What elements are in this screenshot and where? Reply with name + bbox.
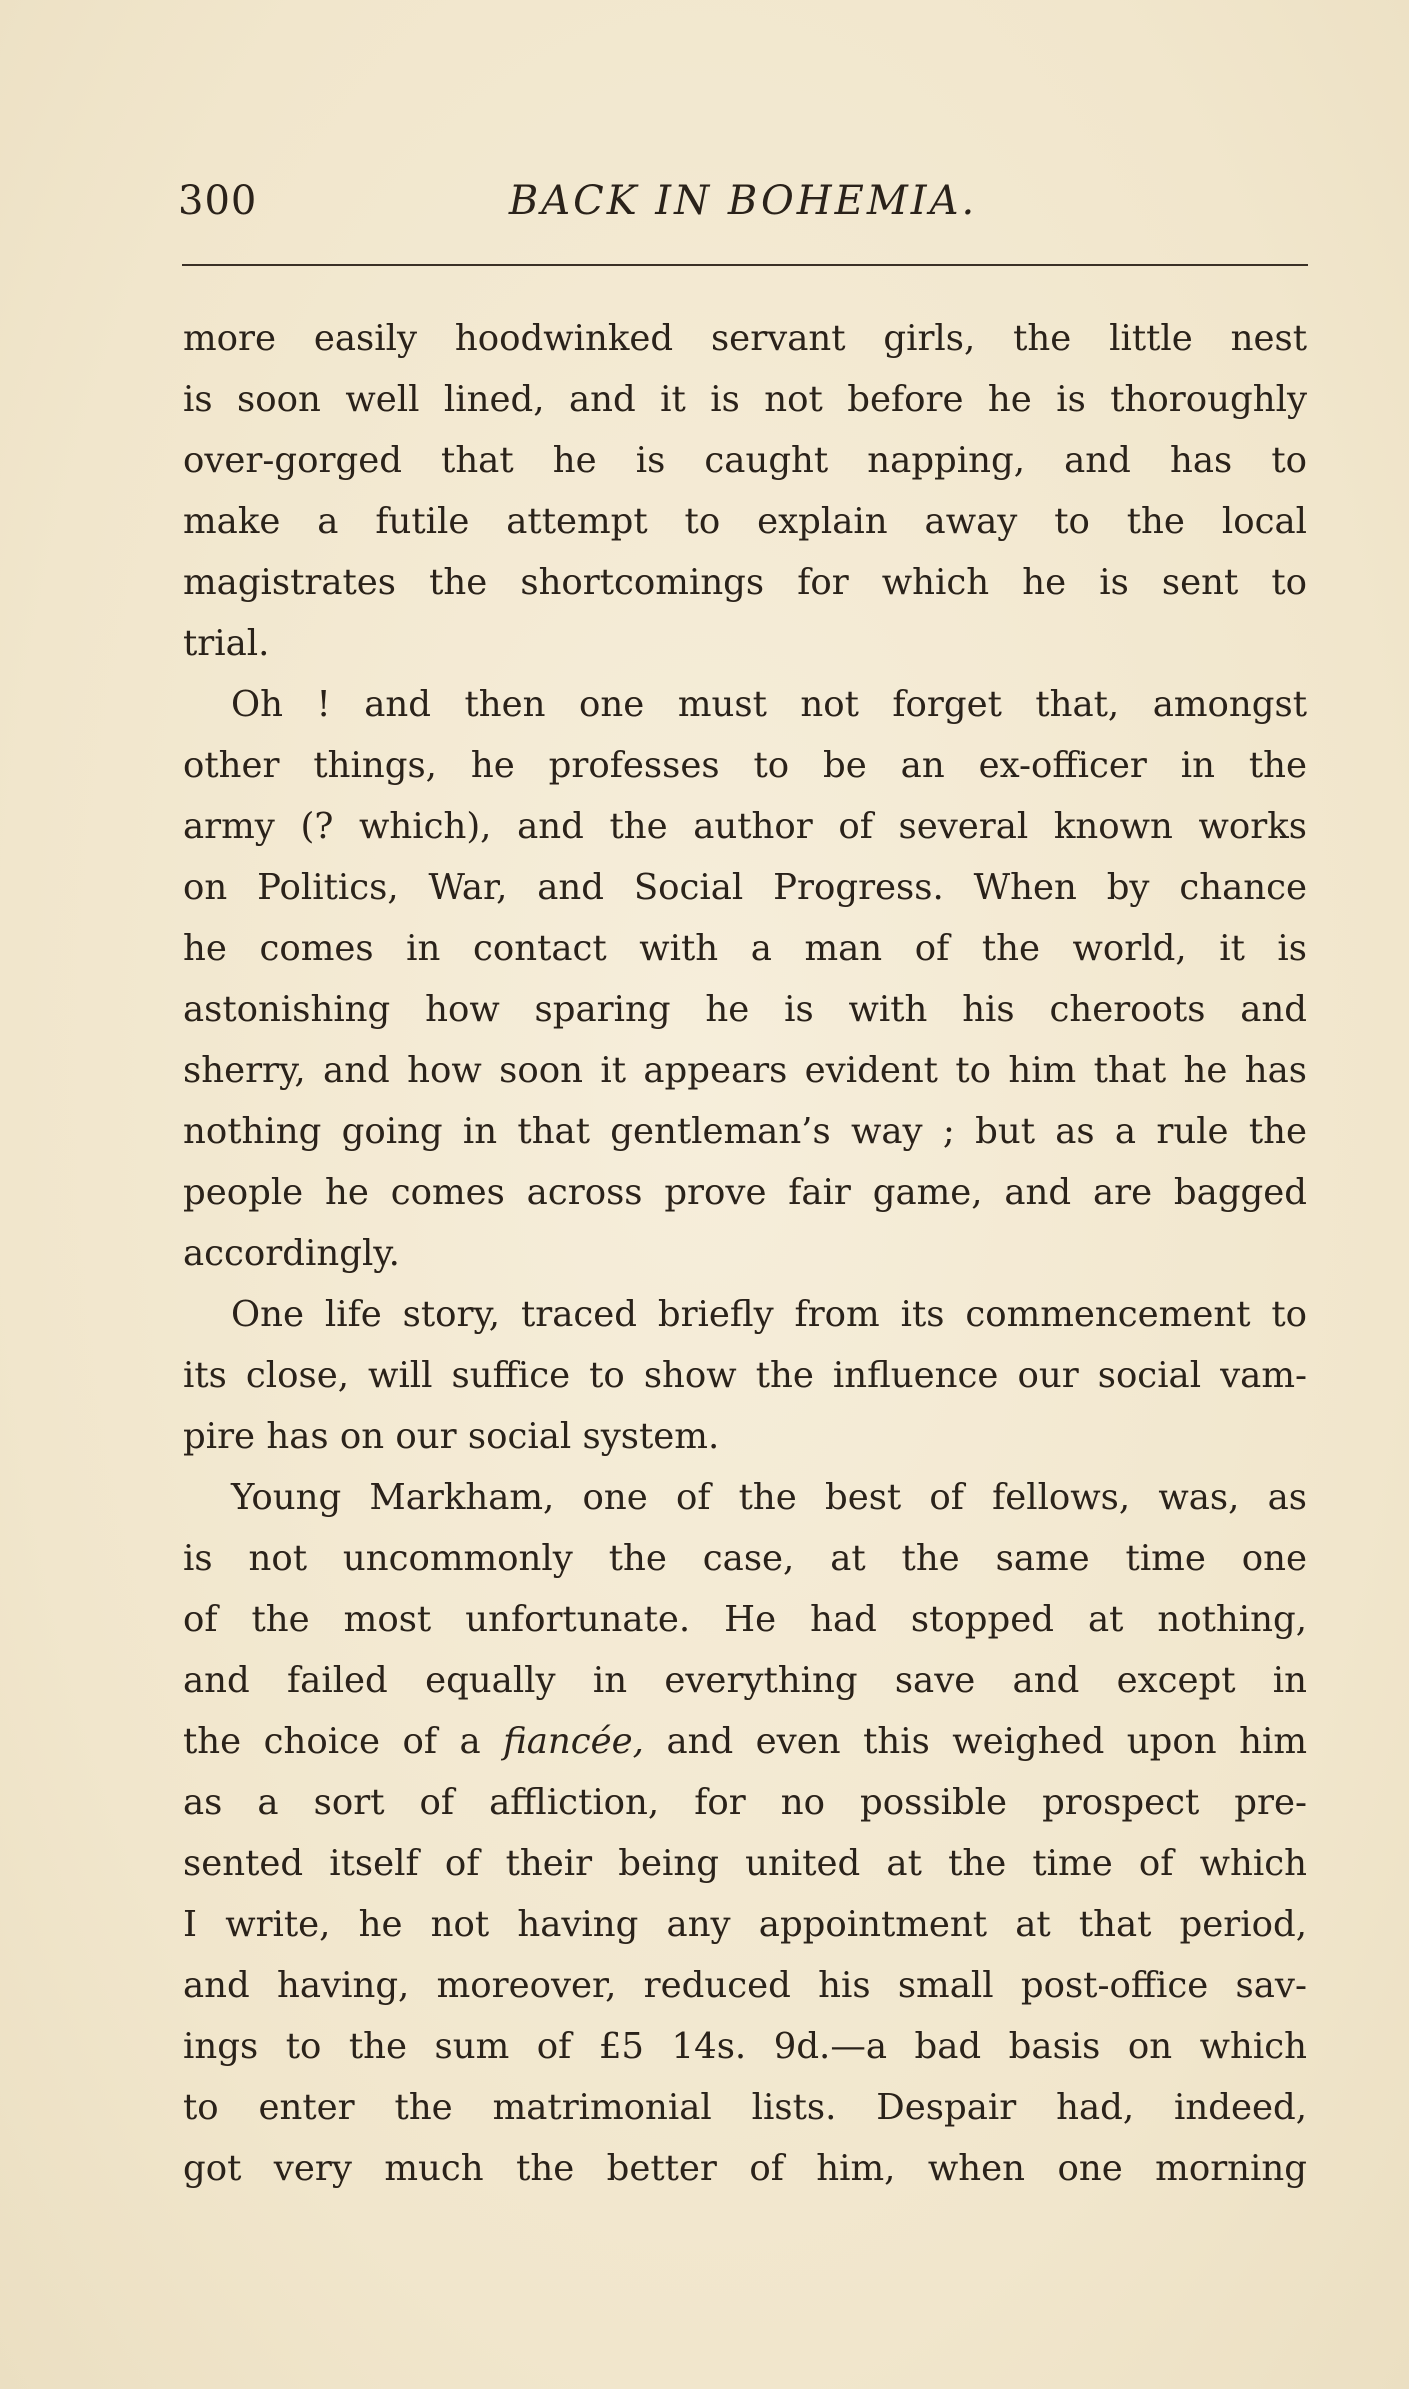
text-line-with-italic (183, 1711, 1307, 1772)
text-line: astonishing how sparing he is with his cheroots and (183, 989, 1307, 1030)
text-line: I write, he not having any appointment at that period, (183, 1904, 1307, 1945)
text-line: Oh ! and then one must not forget that, amongst (231, 684, 1307, 725)
text-segment: the choice of a (183, 1721, 504, 1762)
text-line: is not uncommonly the case, at the same time one (183, 1538, 1307, 1579)
text-line: to enter the matrimonial lists. Despair had, indeed, (183, 2087, 1307, 2128)
text-segment: and even this weighed upon him (643, 1721, 1307, 1762)
running-head: BACK IN BOHEMIA. (508, 178, 978, 224)
text-line: sented itself of their being united at the time of which (183, 1843, 1307, 1884)
text-line: trial. (183, 623, 270, 664)
text-line: ings to the sum of £5 14s. 9d.—a bad basis on which (183, 2026, 1307, 2067)
text-line: and failed equally in everything save and except in (183, 1660, 1307, 1701)
text-line: other things, he professes to be an ex-officer in the (183, 745, 1307, 786)
italic-word: fiancée, (503, 1721, 644, 1762)
text-line: accordingly. (183, 1233, 400, 1274)
text-line: nothing going in that gentleman’s way ; but as a rule the (183, 1111, 1307, 1152)
text-line: as a sort of affliction, for no possible prospect pre- (183, 1782, 1307, 1823)
header-rule (182, 264, 1308, 266)
body-text (183, 308, 1307, 2199)
text-line: of the most unfortunate. He had stopped at nothing, (183, 1599, 1307, 1640)
text-line: people he comes across prove fair game, and are bagged (183, 1172, 1307, 1213)
text-line: One life story, traced briefly from its commencement to (231, 1294, 1307, 1335)
text-line: over-gorged that he is caught napping, and has to (183, 440, 1307, 481)
text-line: more easily hoodwinked servant girls, the little nest (183, 318, 1307, 359)
text-line: and having, moreover, reduced his small post-office sav- (183, 1965, 1307, 2006)
text-line: he comes in contact with a man of the world, it is (183, 928, 1307, 969)
text-line: army (? which), and the author of several known works (183, 806, 1307, 847)
text-line: is soon well lined, and it is not before he is thoroughly (183, 379, 1307, 420)
text-line: sherry, and how soon it appears evident to him that he has (183, 1050, 1307, 1091)
text-line: its close, will suffice to show the influence our social vam- (183, 1355, 1307, 1396)
text-line: magistrates the shortcomings for which he is sent to (183, 562, 1307, 603)
text-line: got very much the better of him, when one morning (183, 2148, 1307, 2189)
text-line: pire has on our social system. (183, 1416, 720, 1457)
text-line: make a futile attempt to explain away to the local (183, 501, 1307, 542)
text-line: on Politics, War, and Social Progress. When by chance (183, 867, 1307, 908)
page-header (178, 178, 1308, 234)
page-number: 300 (178, 178, 258, 224)
text-line: Young Markham, one of the best of fellows, was, as (231, 1477, 1307, 1518)
